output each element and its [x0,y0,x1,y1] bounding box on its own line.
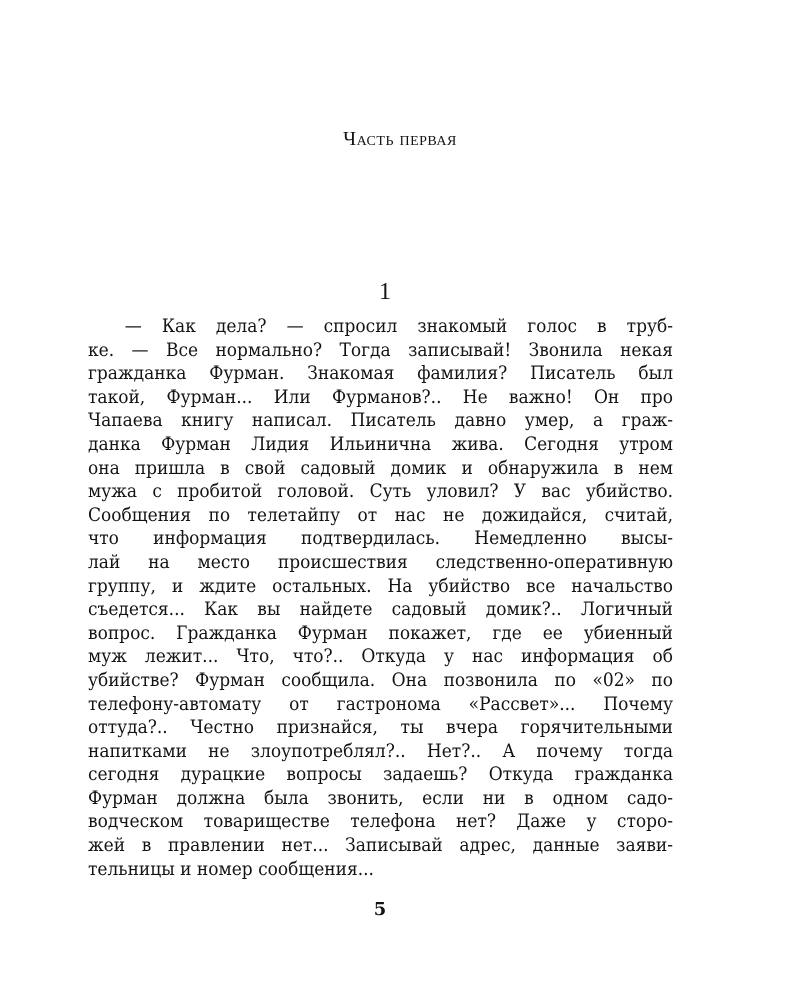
chapter-text [88,315,673,881]
text-line: лай на место происшествия следственно-оперативную [88,551,674,573]
text-line: сегодня дурацкие вопросы задаешь? Откуда гражданка [88,764,674,786]
text-line: мужа с пробитой головой. Суть уловил? У вас убийство. [88,481,674,503]
text-line: оттуда?.. Честно признайся, ты вчера горячительными [88,717,674,739]
text-line: Сообщения по телетайпу от нас не дожидайся, считай, [88,504,674,526]
text-line: данка Фурман Лидия Ильинична жива. Сегодня утром [88,433,674,455]
text-line: жей в правлении нет... Записывай адрес, данные заяви- [88,835,674,857]
text-line: гражданка Фурман. Знакомая фамилия? Писатель был [88,363,674,385]
part-title: Часть первая [343,128,457,150]
text-line: что информация подтвердилась. Немедленно высы- [88,528,674,550]
text-line: съедется... Как вы найдете садовый домик?.. Логичный [88,599,674,621]
text-line: Фурман должна была звонить, если ни в одном садо- [88,787,674,809]
text-line: группу, и ждите остальных. На убийство все начальство [88,575,674,597]
chapter-number: 1 [379,279,391,305]
text-line: она пришла в свой садовый домик и обнаружила в нем [88,457,674,479]
text-line: напитками не злоупотреблял?.. Нет?.. А почему тогда [88,740,674,762]
text-line: убийстве? Фурман сообщила. Она позвонила по «02» по [88,669,674,691]
text-line: вопрос. Гражданка Фурман покажет, где ее убиенный [88,622,674,644]
text-line: ке. — Все нормально? Тогда записывай! Звонила некая [88,339,674,361]
text-line: муж лежит... Что, что?.. Откуда у нас информация об [88,646,674,668]
text-line: телефону-автомату от гастронома «Рассвет»... Почему [88,693,674,715]
text-line: тельницы и номер сообщения... [88,858,374,880]
page-number: 5 [373,899,387,920]
text-line: водческом товариществе телефона нет? Даже у сторо- [88,811,674,833]
text-line: Чапаева книгу написал. Писатель давно умер, а граж- [88,410,674,432]
text-line: такой, Фурман... Или Фурманов?.. Не важно! Он про [88,386,674,408]
text-line: — Как дела? — спросил знакомый голос в труб- [124,316,674,337]
